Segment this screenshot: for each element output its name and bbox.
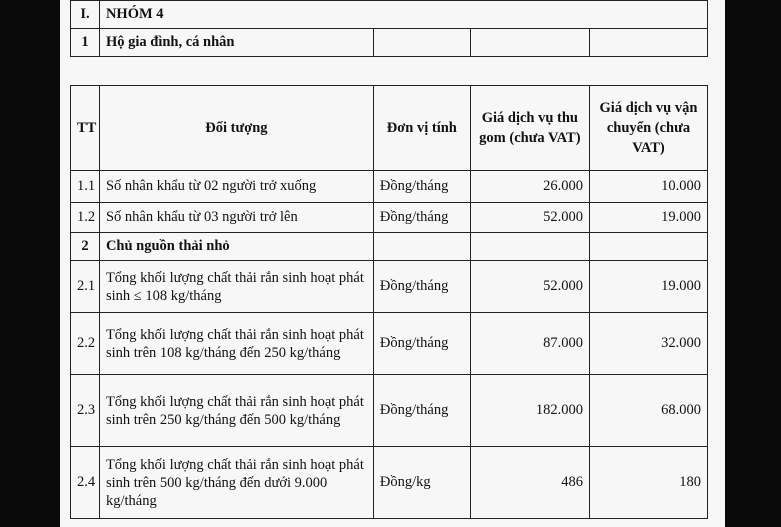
group-title: NHÓM 4 xyxy=(99,1,707,29)
table-row xyxy=(71,447,708,519)
collect-price-cell: 87.000 xyxy=(470,313,589,375)
collect-price-cell: 26.000 xyxy=(470,171,589,203)
collect-price-cell: 486 xyxy=(470,447,589,519)
row-number: 2.3 xyxy=(71,375,100,447)
unit-cell: Đồng/tháng xyxy=(373,261,470,313)
row-number: 1 xyxy=(71,29,100,57)
collect-price-cell: 52.000 xyxy=(470,261,589,313)
transport-price-cell: 19.000 xyxy=(589,261,707,313)
transport-price-cell: 32.000 xyxy=(589,313,707,375)
transport-price-cell: 68.000 xyxy=(589,375,707,447)
subject-cell: Số nhân khẩu từ 03 người trở lên xyxy=(99,203,373,233)
row-number: 1.1 xyxy=(71,171,100,203)
collect-price-cell: 182.000 xyxy=(470,375,589,447)
row-number: 2.4 xyxy=(71,447,100,519)
subject-cell: Tổng khối lượng chất thải rắn sinh hoạt phát sinh ≤ 108 kg/tháng xyxy=(99,261,373,313)
price-table xyxy=(70,85,708,519)
table-row xyxy=(71,233,708,261)
subject-cell: Tổng khối lượng chất thải rắn sinh hoạt phát sinh trên 250 kg/tháng đến 500 kg/tháng xyxy=(99,375,373,447)
header-subject: Đối tượng xyxy=(99,86,373,171)
unit-cell: Đồng/tháng xyxy=(373,171,470,203)
unit-cell xyxy=(373,233,470,261)
unit-cell: Đồng/tháng xyxy=(373,203,470,233)
collect-price-cell xyxy=(470,233,589,261)
table-row xyxy=(71,313,708,375)
table-row xyxy=(71,1,708,29)
row-number: 2.1 xyxy=(71,261,100,313)
subject-cell: Chủ nguồn thải nhỏ xyxy=(99,233,373,261)
transport-price-cell: 10.000 xyxy=(589,171,707,203)
row-number: 2 xyxy=(71,233,100,261)
unit-cell: Đồng/tháng xyxy=(373,313,470,375)
subject-cell: Tổng khối lượng chất thải rắn sinh hoạt phát sinh trên 500 kg/tháng đến dưới 9.000 kg/tháng xyxy=(99,447,373,519)
table-row xyxy=(71,203,708,233)
table-row xyxy=(71,29,708,57)
header-tt: TT xyxy=(71,86,100,171)
unit-cell: Đồng/kg xyxy=(373,447,470,519)
table-header-row xyxy=(71,86,708,171)
row-number: 2.2 xyxy=(71,313,100,375)
transport-price-cell: 180 xyxy=(589,447,707,519)
group-table xyxy=(70,0,708,57)
subject-cell: Số nhân khẩu từ 02 người trở xuống xyxy=(99,171,373,203)
row-number: 1.2 xyxy=(71,203,100,233)
table-row xyxy=(71,171,708,203)
row-number: I. xyxy=(71,1,100,29)
transport-price-cell: 19.000 xyxy=(589,203,707,233)
unit-cell: Đồng/tháng xyxy=(373,375,470,447)
transport-price-cell xyxy=(589,233,707,261)
subject-cell: Tổng khối lượng chất thải rắn sinh hoạt phát sinh trên 108 kg/tháng đến 250 kg/tháng xyxy=(99,313,373,375)
table-row xyxy=(71,375,708,447)
table-row xyxy=(71,261,708,313)
header-unit: Đơn vị tính xyxy=(373,86,470,171)
collect-price-cell: 52.000 xyxy=(470,203,589,233)
header-collect-price: Giá dịch vụ thu gom (chưa VAT) xyxy=(470,86,589,171)
header-transport-price: Giá dịch vụ vận chuyển (chưa VAT) xyxy=(589,86,707,171)
subgroup-title: Hộ gia đình, cá nhân xyxy=(99,29,373,57)
